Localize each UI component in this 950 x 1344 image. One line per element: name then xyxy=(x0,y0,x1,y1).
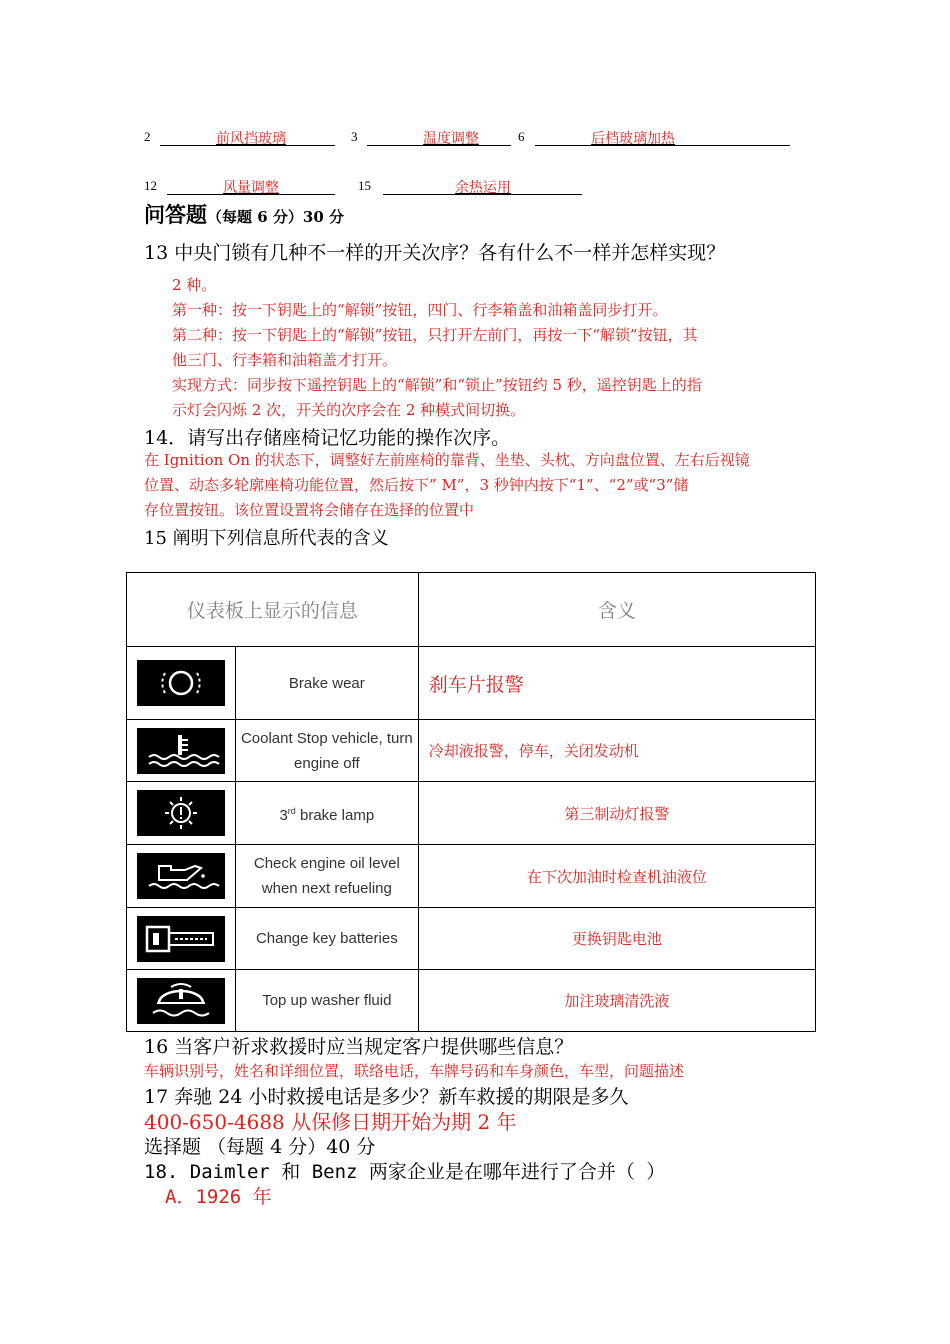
icon-cell xyxy=(127,782,236,845)
q13-line: 2 种。 xyxy=(172,276,217,294)
blank-answer-6: 后档玻璃加热 xyxy=(591,131,675,147)
table-row xyxy=(127,845,816,908)
table-row xyxy=(127,970,816,1032)
q14-line: 在 Ignition On 的状态下，调整好左前座椅的靠背、坐垫、头枕、方向盘位置、左右后视镜 xyxy=(144,451,750,469)
question-16: 16 当客户祈求救援时应当规定客户提供哪些信息？ xyxy=(144,1036,574,1058)
info-en: Coolant Stop vehicle, turn engine off xyxy=(235,720,418,782)
header-info: 仪表板上显示的信息 xyxy=(127,573,419,647)
info-zh: 刹车片报警 xyxy=(418,647,815,720)
brake-lamp-icon xyxy=(137,790,225,836)
info-zh: 更换钥匙电池 xyxy=(418,908,815,970)
question-14: 14．请写出存储座椅记忆功能的操作次序。 xyxy=(144,427,511,449)
coolant-icon xyxy=(137,728,225,774)
blank-num-3: 3 xyxy=(351,129,358,144)
section-choice-heading: 选择题 （每题 4 分）40 分 xyxy=(144,1136,376,1158)
blank-num-2: 2 xyxy=(144,129,151,144)
info-zh: 加注玻璃清洗液 xyxy=(418,970,815,1032)
table-row xyxy=(127,720,816,782)
info-en xyxy=(235,782,418,845)
icon-cell xyxy=(127,908,236,970)
q13-line: 他三门、行李箱和油箱盖才打开。 xyxy=(172,351,398,369)
info-en-rest: brake lamp xyxy=(295,806,375,824)
header-meaning: 含义 xyxy=(418,573,815,647)
q13-line: 第二种：按一下钥匙上的“解锁”按钮，只打开左前门，再按一下“解锁”按钮，其 xyxy=(172,326,698,344)
q14-answer-block xyxy=(144,448,750,523)
q13-answer-block xyxy=(172,273,702,423)
question-13: 13 中央门锁有几种不一样的开关次序？各有什么不一样并怎样实现？ xyxy=(144,242,726,264)
info-en: Change key batteries xyxy=(235,908,418,970)
table-row xyxy=(127,647,816,720)
section-qa-heading xyxy=(144,199,344,229)
info-en: Check engine oil level when next refueling xyxy=(235,845,418,908)
info-zh: 在下次加油时检查机油液位 xyxy=(418,845,815,908)
blank-answer-12: 风量调整 xyxy=(223,180,279,196)
key-battery-icon xyxy=(137,916,225,962)
brake-wear-icon xyxy=(137,660,225,706)
info-en-number: 3 xyxy=(279,806,288,824)
q17-answer: 400-650-4688 从保修日期开始为期 2 年 xyxy=(144,1110,517,1134)
icon-cell xyxy=(127,970,236,1032)
info-en: Brake wear xyxy=(235,647,418,720)
question-18: 18. Daimler 和 Benz 两家企业是在哪年进行了合并（ ） xyxy=(144,1161,666,1183)
blank-answer-15: 余热运用 xyxy=(455,180,511,196)
blank-num-6: 6 xyxy=(518,129,525,144)
q16-answer: 车辆识别号，姓名和详细位置，联络电话，车牌号码和车身颜色，车型，问题描述 xyxy=(144,1062,685,1080)
info-en: Top up washer fluid xyxy=(235,970,418,1032)
question-17: 17 奔驰 24 小时救援电话是多少？新车救援的期限是多久 xyxy=(144,1086,629,1108)
icon-cell xyxy=(127,845,236,908)
blank-num-15: 15 xyxy=(358,178,371,193)
q14-line: 存位置按钮。该位置设置将会储存在选择的位置中 xyxy=(144,501,475,519)
q18-option-a: A．1926 年 xyxy=(165,1186,272,1208)
table-row xyxy=(127,782,816,845)
info-en-superscript: rd xyxy=(287,805,296,816)
info-zh: 第三制动灯报警 xyxy=(418,782,815,845)
section-qa-note: （每题 6 分）30 分 xyxy=(207,208,344,226)
icon-cell xyxy=(127,647,236,720)
q13-line: 示灯会闪烁 2 次，开关的次序会在 2 种模式间切换。 xyxy=(172,401,526,419)
blank-answer-2: 前风挡玻璃 xyxy=(216,131,286,147)
blank-num-12: 12 xyxy=(144,178,157,193)
q13-line: 第一种：按一下钥匙上的“解锁”按钮，四门、行李箱盖和油箱盖同步打开。 xyxy=(172,301,668,319)
icon-cell xyxy=(127,720,236,782)
dashboard-info-table xyxy=(126,572,816,1032)
info-zh: 冷却液报警，停车，关闭发动机 xyxy=(418,720,815,782)
q13-line: 实现方式：同步按下遥控钥匙上的“解锁”和“锁止”按钮约 5 秒，遥控钥匙上的指 xyxy=(172,376,702,394)
oil-can-icon xyxy=(137,853,225,899)
q14-line: 位置、动态多轮廓座椅功能位置，然后按下” M”，3 秒钟内按下“1”、“2”或“3”储 xyxy=(144,476,689,494)
table-header-row xyxy=(127,573,816,647)
question-15: 15 阐明下列信息所代表的含义 xyxy=(144,528,389,549)
blank-answer-3: 温度调整 xyxy=(423,131,479,147)
washer-fluid-icon xyxy=(137,978,225,1024)
section-qa-title: 问答题 xyxy=(144,203,207,227)
table-row xyxy=(127,908,816,970)
